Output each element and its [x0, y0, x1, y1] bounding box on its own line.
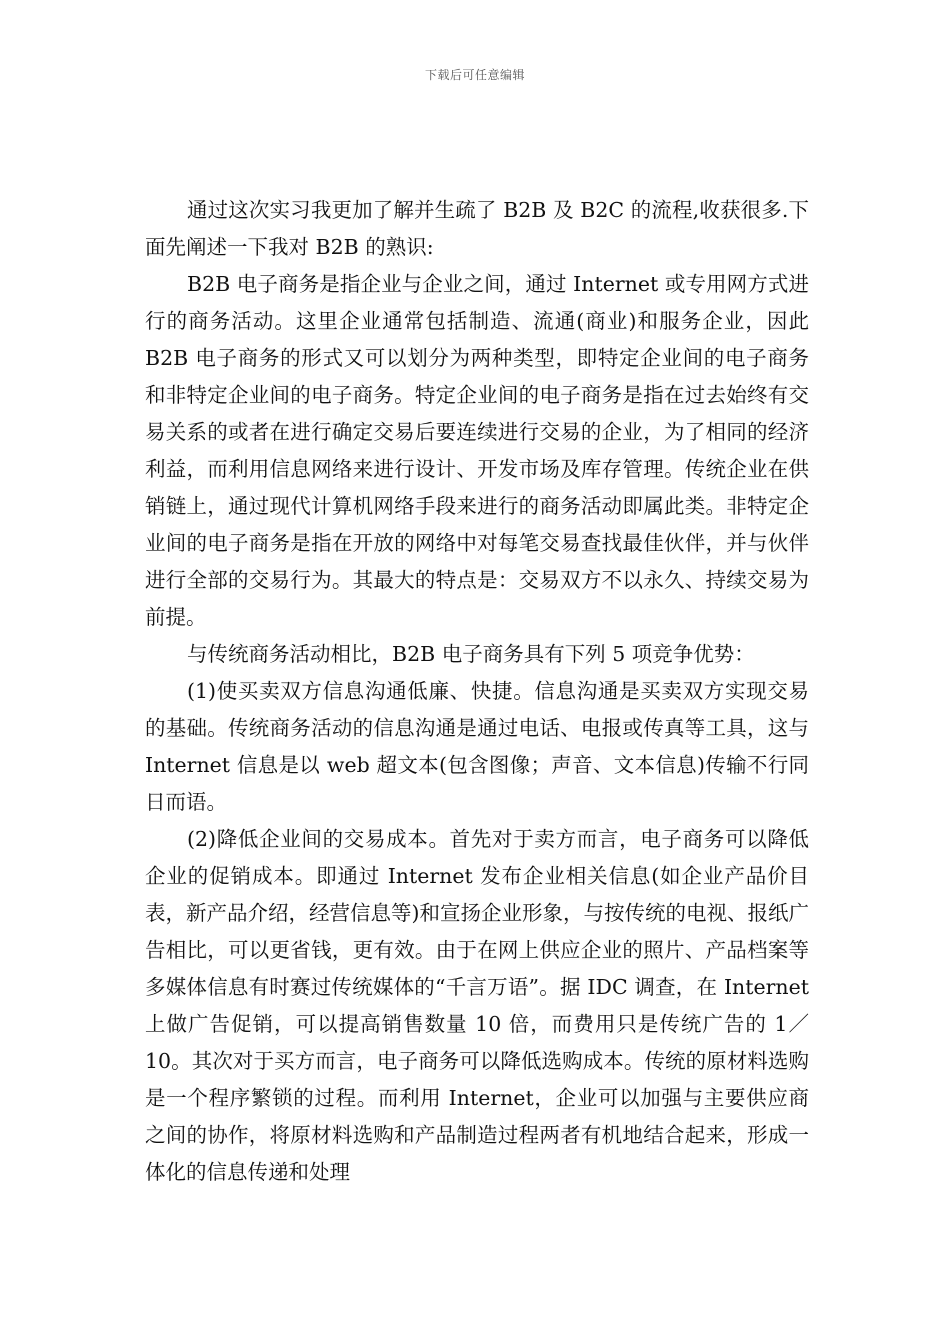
paragraph-advantage-1: (1)使买卖双方信息沟通低廉、快捷。信息沟通是买卖双方实现交易的基础。传统商务活动的信息沟通是通过电话、电报或传真等工具，这与 Internet 信息是以 web 超文本(包含图像；声音、文本信息)传输不行同日而语。: [145, 679, 809, 814]
paragraph-intro: 通过这次实习我更加了解并生疏了 B2B 及 B2C 的流程,收获很多.下面先阐述一下我对 B2B 的熟识:: [145, 198, 809, 259]
paragraph-advantages-intro: 与传统商务活动相比，B2B 电子商务具有下列 5 项竞争优势：: [187, 642, 755, 666]
paragraph-advantage-2: (2)降低企业间的交易成本。首先对于卖方而言，电子商务可以降低企业的促销成本。即通过 Internet 发布企业相关信息(如企业产品价目表，新产品介绍，经营信息等)和宣扬企业形象，与按传统的电视、报纸广告相比，可以更省钱，更有效。由于在网上供应企业的照片、产品档案等多媒体信息有时赛过传统媒体的“千言万语”。据 IDC 调查，在 Internet 上做广告促销，可以提高销售数量 10 倍，而费用只是传统广告的 1／10。其次对于买方而言，电子商务可以降低选购成本。传统的原材料选购是一个程序繁锁的过程。而利用 Internet，企业可以加强与主要供应商之间的协作，将原材料选购和产品制造过程两者有机地结合起来，形成一体化的信息传递和处理: [145, 827, 809, 1184]
header-watermark: 下载后可任意编辑: [424, 68, 525, 82]
paragraph-b2b-definition: B2B 电子商务是指企业与企业之间，通过 Internet 或专用网方式进行的商务活动。这里企业通常包括制造、流通(商业)和服务企业，因此 B2B 电子商务的形式又可以划分为两种类型，即特定企业间的电子商务和非特定企业间的电子商务。特定企业间的电子商务是指在过去始终有交易关系的或者在进行确定交易后要连续进行交易的企业，为了相同的经济利益，而利用信息网络来进行设计、开发市场及库存管理。传统企业在供销链上，通过现代计算机网络手段来进行的商务活动即属此类。非特定企业间的电子商务是指在开放的网络中对每笔交易查找最佳伙伴，并与伙伴进行全部的交易行为。其最大的特点是：交易双方不以永久、持续交易为前提。: [145, 272, 809, 629]
body-text: [145, 192, 809, 1191]
